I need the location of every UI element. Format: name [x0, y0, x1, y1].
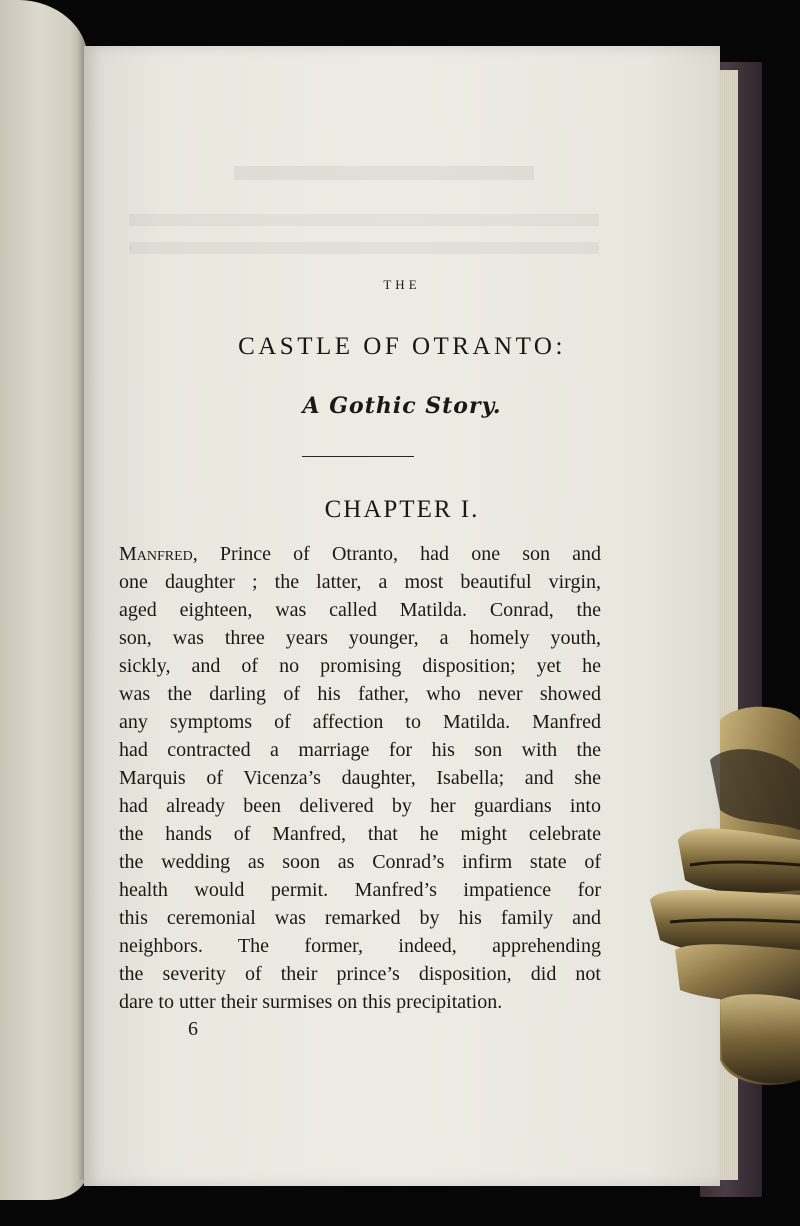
- title-rule: [302, 456, 414, 457]
- text-line: aged eighteen, was called Matilda. Conrad, the: [119, 599, 601, 621]
- show-through-shadow: [234, 166, 534, 180]
- text-line: neighbors. The former, indeed, apprehending: [119, 935, 601, 957]
- text-line: sickly, and of no promising disposition; yet he: [119, 655, 601, 677]
- page-number: 6: [188, 1018, 198, 1040]
- text-line: was the darling of his father, who never showed: [119, 683, 601, 705]
- text-line: this ceremonial was remarked by his family and: [119, 907, 601, 929]
- text-line: dare to utter their surmises on this precipitation.: [119, 991, 503, 1013]
- text-line: the wedding as soon as Conrad’s infirm state of: [119, 851, 601, 873]
- book-page: [84, 46, 720, 1186]
- chapter-heading: CHAPTER I.: [324, 496, 480, 523]
- text-line: had already been delivered by her guardians into: [119, 795, 601, 817]
- text-line: Manfred, Prince of Otranto, had one son and: [119, 543, 601, 565]
- left-facing-page: [0, 0, 88, 1200]
- book-title: CASTLE OF OTRANTO:: [238, 333, 566, 360]
- text-line: the severity of their prince’s disposition, did not: [119, 963, 601, 985]
- text-line: one daughter ; the latter, a most beautiful virgin,: [119, 571, 601, 593]
- text-line: any symptoms of affection to Matilda. Manfred: [119, 711, 601, 733]
- chapter-body: [119, 540, 601, 1016]
- show-through-shadow: [129, 242, 599, 254]
- title-the: THE: [383, 277, 421, 292]
- first-word: Manfred,: [119, 543, 198, 565]
- show-through-shadow: [129, 214, 599, 226]
- text-line: health would permit. Manfred’s impatience for: [119, 879, 601, 901]
- text-line: son, was three years younger, a homely youth,: [119, 627, 601, 649]
- brass-book-weight: [650, 700, 800, 1090]
- text-line: had contracted a marriage for his son with the: [119, 739, 601, 761]
- text-line: Marquis of Vicenza’s daughter, Isabella; and she: [119, 767, 601, 789]
- book-subtitle: A Gothic Story.: [302, 393, 502, 419]
- text-line: the hands of Manfred, that he might celebrate: [119, 823, 601, 845]
